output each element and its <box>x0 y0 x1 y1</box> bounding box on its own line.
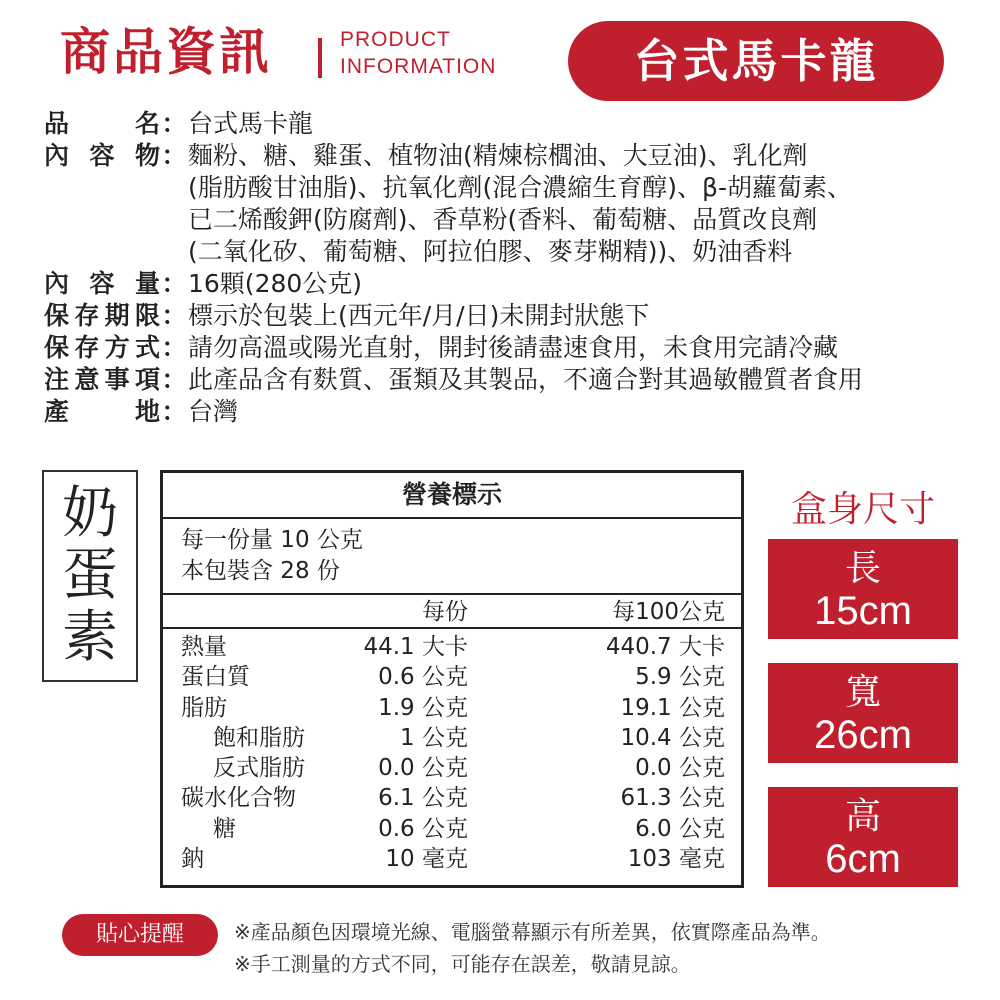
nutrient-per-100g: 61.3 公克 <box>620 785 725 812</box>
nutrition-row <box>163 814 741 844</box>
product-info-list <box>44 108 994 428</box>
nutrient-per-100g: 0.0 公克 <box>635 755 725 782</box>
info-colon: ： <box>161 397 187 426</box>
info-value-line: 標示於包裝上(西元年/月/日)未開封狀態下 <box>188 301 650 330</box>
box-dimension <box>768 787 958 887</box>
info-label: 保存方式 <box>44 333 160 362</box>
info-row <box>44 140 994 268</box>
info-value-line: 台灣 <box>188 397 239 426</box>
page-title-en <box>340 26 496 80</box>
nutrition-row <box>163 753 741 783</box>
box-dimension-label: 寬 <box>844 672 881 713</box>
nutrient-per-serving: 0.6 公克 <box>378 664 468 691</box>
info-row <box>44 108 994 140</box>
reminder-note: ※手工測量的方式不同，可能存在誤差，敬請見諒。 <box>234 952 691 976</box>
nutrient-name: 飽和脂肪 <box>213 724 305 751</box>
vegetarian-badge-char: 奶 <box>62 481 118 546</box>
nutrient-name: 反式脂肪 <box>213 755 305 782</box>
info-value <box>188 364 994 396</box>
info-value <box>188 396 994 428</box>
nutrient-per-100g: 440.7 大卡 <box>605 634 725 660</box>
box-dimension-value: 6cm <box>825 837 901 881</box>
nutrient-per-100g: 10.4 公克 <box>620 724 725 751</box>
product-name-badge: 台式馬卡龍 <box>568 21 944 101</box>
info-value <box>188 268 994 300</box>
info-value <box>188 140 994 268</box>
nutrient-per-100g: 19.1 公克 <box>620 694 725 721</box>
reminder-note: ※產品顏色因環境光線、電腦螢幕顯示有所差異，依實際產品為準。 <box>234 920 831 944</box>
nutrition-row <box>163 693 741 723</box>
info-colon: ： <box>161 269 187 298</box>
info-colon: ： <box>161 365 187 394</box>
nutrient-per-serving: 44.1 大卡 <box>363 634 468 660</box>
nutrient-per-serving: 10 毫克 <box>385 846 468 873</box>
info-value-line: 請勿高溫或陽光直射，開封後請盡速食用，未食用完請冷藏 <box>188 333 839 362</box>
info-label: 注意事項 <box>44 365 160 394</box>
nutrient-per-100g: 103 毫克 <box>627 846 725 873</box>
title-divider <box>318 38 322 78</box>
col-per-serving: 每份 <box>422 599 468 625</box>
nutrient-per-serving: 0.6 公克 <box>378 815 468 842</box>
nutrient-per-serving: 0.0 公克 <box>378 755 468 782</box>
info-colon: ： <box>161 109 187 138</box>
nutrition-rows <box>163 629 741 874</box>
info-label: 保存期限 <box>44 301 160 330</box>
info-colon: ： <box>161 301 187 330</box>
info-colon: ： <box>161 333 187 362</box>
info-row <box>44 364 994 396</box>
nutrition-row <box>163 632 741 662</box>
serving-info <box>163 519 741 595</box>
info-row <box>44 300 994 332</box>
info-value-line: 此產品含有麩質、蛋類及其製品，不適合對其過敏體質者食用 <box>188 365 864 394</box>
page-title: 商品資訊 <box>60 23 272 81</box>
nutrition-facts-table <box>160 470 744 888</box>
info-label: 內容量 <box>44 269 160 298</box>
info-colon: ： <box>161 141 187 170</box>
vegetarian-badge-char: 素 <box>62 605 118 670</box>
col-per-100g: 每100公克 <box>612 599 725 625</box>
vegetarian-badge <box>42 470 138 682</box>
nutrient-per-serving: 1 公克 <box>400 724 468 751</box>
info-value-line: 16顆(280公克) <box>188 269 363 298</box>
nutrient-name: 熱量 <box>181 634 227 660</box>
box-dimension-label: 長 <box>844 548 881 589</box>
nutrient-per-serving: 1.9 公克 <box>378 694 468 721</box>
info-value <box>188 332 994 364</box>
nutrition-title: 營養標示 <box>163 473 741 519</box>
info-row <box>44 396 994 428</box>
info-value-line: (二氧化矽、葡萄糖、阿拉伯膠、麥芽糊精))、奶油香料 <box>188 237 793 266</box>
nutrient-name: 碳水化合物 <box>181 785 296 812</box>
info-value-line: (脂肪酸甘油脂)、抗氧化劑(混合濃縮生育醇)、β-胡蘿蔔素、 <box>188 173 852 202</box>
nutrient-per-100g: 5.9 公克 <box>635 664 725 691</box>
nutrient-name: 脂肪 <box>181 694 227 721</box>
info-row <box>44 332 994 364</box>
reminder-notes <box>234 916 831 980</box>
nutrient-name: 糖 <box>213 815 236 842</box>
nutrition-row <box>163 662 741 692</box>
nutrient-per-serving: 6.1 公克 <box>378 785 468 812</box>
box-dimension-label: 高 <box>844 796 881 837</box>
info-value-line: 麵粉、糖、雞蛋、植物油(精煉棕櫚油、大豆油)、乳化劑 <box>188 141 808 170</box>
servings-per-pack: 本包裝含 28 份 <box>181 558 340 584</box>
vegetarian-badge-char: 蛋 <box>62 543 118 608</box>
nutrition-row <box>163 783 741 813</box>
info-label: 內容物 <box>44 141 160 170</box>
title-en-line2: INFORMATION <box>340 55 497 78</box>
info-row <box>44 268 994 300</box>
nutrient-name: 蛋白質 <box>181 664 250 691</box>
box-dimension-value: 26cm <box>814 713 912 757</box>
serving-size: 每一份量 10 公克 <box>181 527 363 553</box>
box-dimension <box>768 663 958 763</box>
nutrient-name: 鈉 <box>181 846 204 873</box>
box-size-title: 盒身尺寸 <box>790 489 935 530</box>
box-dimension-value: 15cm <box>814 589 912 633</box>
title-en-line1: PRODUCT <box>340 28 451 51</box>
info-value-line: 台式馬卡龍 <box>188 109 314 138</box>
info-value <box>188 108 994 140</box>
reminder-badge: 貼心提醒 <box>62 914 218 956</box>
box-dimension <box>768 539 958 639</box>
info-value <box>188 300 994 332</box>
nutrient-per-100g: 6.0 公克 <box>635 815 725 842</box>
info-value-line: 已二烯酸鉀(防腐劑)、香草粉(香料、葡萄糖、品質改良劑 <box>188 205 818 234</box>
nutrition-column-headers <box>163 595 741 629</box>
info-label: 品 名 <box>44 109 160 138</box>
nutrition-row <box>163 844 741 874</box>
nutrition-row <box>163 723 741 753</box>
info-label: 產 地 <box>44 397 160 426</box>
